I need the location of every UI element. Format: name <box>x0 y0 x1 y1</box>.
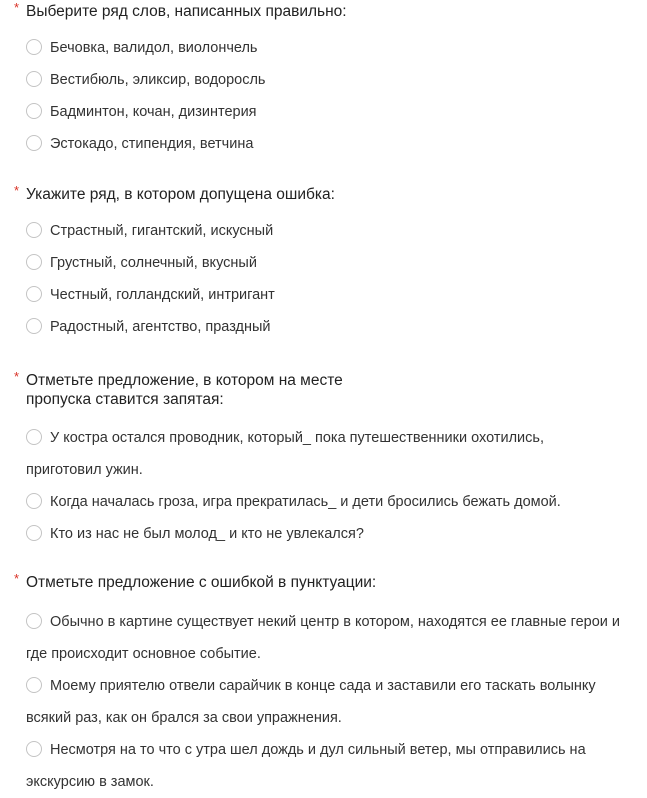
required-asterisk: * <box>14 0 20 15</box>
answer-option[interactable] <box>0 518 647 550</box>
question-title-text: Отметьте предложение, в котором на месте пропуска ставится запятая: <box>26 372 343 408</box>
required-asterisk: * <box>14 571 20 586</box>
radio-button[interactable] <box>26 741 42 757</box>
radio-button[interactable] <box>26 493 42 509</box>
question-2 <box>0 185 647 343</box>
options-list <box>0 32 647 160</box>
radio-button[interactable] <box>26 71 42 87</box>
question-1 <box>0 2 647 160</box>
answer-option[interactable] <box>0 311 647 343</box>
answer-option[interactable] <box>0 670 626 734</box>
option-label: Кто из нас не был молод_ и кто не увлекался? <box>50 526 364 542</box>
question-4 <box>0 573 647 798</box>
options-list <box>0 422 647 550</box>
radio-button[interactable] <box>26 39 42 55</box>
required-asterisk: * <box>14 183 20 198</box>
radio-button[interactable] <box>26 135 42 151</box>
answer-option[interactable] <box>0 734 616 798</box>
question-title-text: Укажите ряд, в котором допущена ошибка: <box>26 186 335 203</box>
option-label: Моему приятелю отвели сарайчик в конце сада и заставили его таскать волынку всякий раз, как он брался за свои упражнения. <box>26 678 596 726</box>
option-label: Бечовка, валидол, виолончель <box>50 40 258 56</box>
answer-option[interactable] <box>0 422 616 486</box>
question-title <box>0 2 647 21</box>
answer-option[interactable] <box>0 32 647 64</box>
option-label: Вестибюль, эликсир, водоросль <box>50 72 266 88</box>
radio-button[interactable] <box>26 613 42 629</box>
answer-option[interactable] <box>0 279 647 311</box>
answer-option[interactable] <box>0 215 647 247</box>
answer-option[interactable] <box>0 247 647 279</box>
answer-option[interactable] <box>0 96 647 128</box>
radio-button[interactable] <box>26 254 42 270</box>
answer-option[interactable] <box>0 128 647 160</box>
radio-button[interactable] <box>26 677 42 693</box>
radio-button[interactable] <box>26 286 42 302</box>
option-label: Обычно в картине существует некий центр в котором, находятся ее главные герои и где происходит основное событие. <box>26 614 621 662</box>
question-3 <box>0 371 647 550</box>
question-title-text: Отметьте предложение с ошибкой в пунктуации: <box>26 574 377 591</box>
option-label: Честный, голландский, интригант <box>50 287 275 303</box>
radio-button[interactable] <box>26 525 42 541</box>
radio-button[interactable] <box>26 103 42 119</box>
radio-button[interactable] <box>26 318 42 334</box>
option-label: Когда началась гроза, игра прекратилась_ и дети бросились бежать домой. <box>50 494 561 510</box>
options-list <box>0 606 647 798</box>
option-label: Радостный, агентство, праздный <box>50 319 271 335</box>
options-list <box>0 215 647 343</box>
option-label: Грустный, солнечный, вкусный <box>50 255 257 271</box>
radio-button[interactable] <box>26 429 42 445</box>
answer-option[interactable] <box>0 606 621 670</box>
option-label: Страстный, гигантский, искусный <box>50 223 274 239</box>
answer-option[interactable] <box>0 486 647 518</box>
option-label: Несмотря на то что с утра шел дождь и дул сильный ветер, мы отправились на экскурсию в замок. <box>26 742 586 790</box>
question-title <box>0 185 647 204</box>
question-title <box>0 371 647 409</box>
radio-button[interactable] <box>26 222 42 238</box>
question-title <box>0 573 647 592</box>
question-title-text: Выберите ряд слов, написанных правильно: <box>26 3 347 20</box>
required-asterisk: * <box>14 369 20 384</box>
answer-option[interactable] <box>0 64 647 96</box>
option-label: У костра остался проводник, который_ пока путешественники охотились, приготовил ужин. <box>26 430 544 478</box>
option-label: Эстокадо, стипендия, ветчина <box>50 136 254 152</box>
option-label: Бадминтон, кочан, дизинтерия <box>50 104 257 120</box>
